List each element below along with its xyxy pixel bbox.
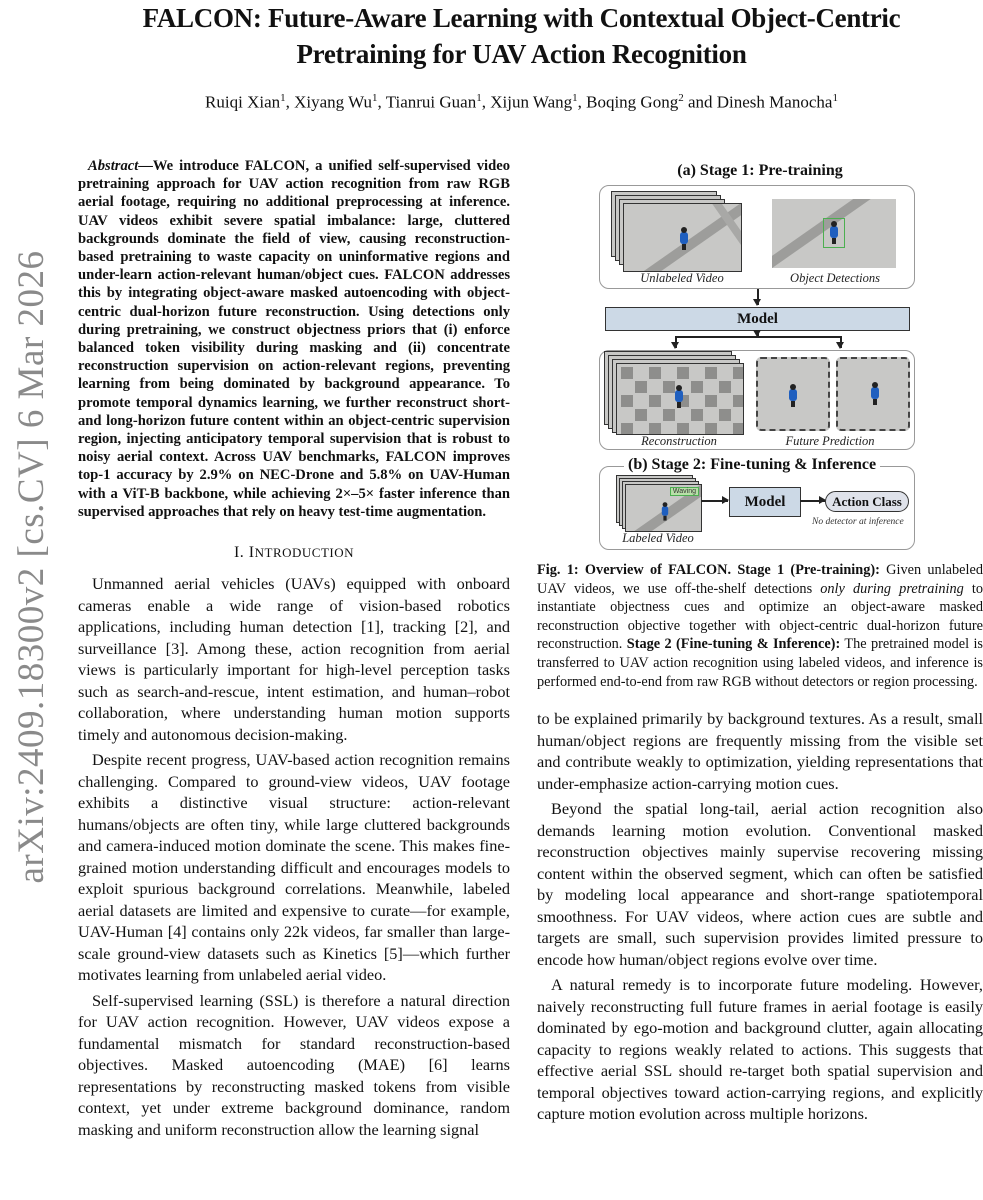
object-detections-frame: [772, 199, 896, 268]
figure-1-overview-diagram: [592, 160, 928, 555]
caption-stage2-heading: Stage 2 (Fine-tuning & Inference):: [626, 636, 841, 653]
stage1-model-box: Model: [605, 307, 910, 331]
reconstruction-frame: [616, 363, 744, 435]
masked-token-tile: [621, 395, 633, 407]
abstract-label: Abstract: [88, 158, 139, 174]
masked-token-tile: [649, 367, 661, 379]
masked-token-tile: [635, 409, 647, 421]
caption-stage1-text-a: Given unlabeled UAV videos, we use off-the-shelf detections: [537, 562, 983, 597]
masked-token-tile: [733, 367, 744, 379]
left-column: [78, 157, 510, 1144]
author-affiliation-marker: 1: [372, 92, 378, 104]
arrow-down-icon: [675, 336, 677, 348]
author-affiliation-marker: 1: [280, 92, 286, 104]
stage2-model-box: Model: [729, 487, 801, 517]
person-icon: [662, 506, 668, 516]
intro-paragraph: Beyond the spatial long-tail, aerial action recognition also demands learning motion evolution. Conventional masked reconstruction objectives mainly supervise recovering missing content within the observed segment, which can often be satisfied by modeling local appearance and short-range spatiotemporal smoothness. For UAV videos, where action cues are subtle and targets are small, such supervision provides limited pressure to encode how human/object regions evolve over time.: [537, 799, 983, 969]
masked-token-tile: [691, 409, 703, 421]
person-icon: [675, 390, 683, 402]
person-icon: [789, 389, 797, 401]
abstract-dash: —: [138, 158, 153, 174]
paper-title-line-2: Pretraining for UAV Action Recognition: [296, 39, 747, 69]
intro-paragraph: Self-supervised learning (SSL) is therefore a natural direction for UAV action recognition. However, UAV videos expose a fundamental mismatch for standard reconstruction-based objectives. Masked autoencoding (MAE) [6] learns representations by reconstructing masked tokens from visible context, yet under extreme background dominance, random masking and uniform reconstruction allow the learning signal: [78, 990, 510, 1139]
labeled-video-frame: [625, 484, 702, 532]
reconstruction-label: Reconstruction: [641, 434, 717, 448]
paper-title: [60, 0, 983, 72]
section-number: I.: [233, 544, 245, 562]
masked-token-tile: [691, 381, 703, 393]
masked-token-tile: [663, 381, 675, 393]
author-affiliation-marker: 1: [832, 92, 838, 104]
abstract: [78, 157, 510, 521]
arxiv-identifier-stamp: arXiv:2409.18300v2 [cs.CV] 6 Mar 2026: [11, 250, 52, 884]
section-title-first: I: [248, 544, 255, 562]
waving-label-tag: Waving: [670, 487, 699, 496]
masked-token-tile: [705, 367, 717, 379]
caption-stage1-emphasis: only during pretraining: [820, 580, 964, 597]
person-icon: [680, 232, 688, 244]
stage1-output-panel: [599, 350, 915, 450]
intro-paragraph: Unmanned aerial vehicles (UAVs) equipped with onboard cameras enable a wide range of vision-based robotics applications, including human detection [1], tracking [2], and surveillance [3]. Among these, action recognition from aerial views is particularly important for high-level perception tasks such as search-and-rescue, intent estimation, and human–robot collaboration, where understanding human motion supports timely and autonomous decision-making.: [78, 574, 510, 744]
arrow-right-icon: [701, 500, 728, 502]
caption-fig-label: Fig. 1: Overview of FALCON.: [537, 562, 732, 578]
masked-token-tile: [677, 367, 689, 379]
author-name: Xiyang Wu: [294, 92, 372, 112]
masked-token-tile: [705, 395, 717, 407]
abstract-text: We introduce FALCON, a unified self-supervised video pretraining approach for UAV action recognition from raw RGB aerial footage, requiring no additional preprocessing at inference. UAV videos exhibit severe spatial imbalance: large, cluttered backgrounds dominate the field of view, causing reconstruction-based pretraining to waste capacity on uninformative regions and under-learn action-relevant human/object cues. FALCON addresses this by integrating object-aware masked autoencoding with object-centric dual-horizon future reconstruction. Using detections only during pretraining, we construct objectness priors that (i) enforce balanced token visibility during masking and (ii) concentrate reconstruction supervision on action-relevant regions, preventing learning from being dominated by background appearance. To promote temporal dynamics learning, we further reconstruct short- and long-horizon future content within an object-centric supervision region, injecting anticipatory temporal supervision that is robust to noisy aerial context. Across UAV benchmarks, FALCON improves top-1 accuracy by 2.9% on NEC-Drone and 5.8% on UAV-Human with a ViT-B backbone, while achieving 2×–5× faster inference than supervised approaches that rely on heavy test-time augmentation.: [78, 158, 510, 520]
stage1-title: (a) Stage 1: Pre-training: [677, 162, 843, 179]
stage1-input-panel: [599, 185, 915, 289]
paper-title-line-1: FALCON: Future-Aware Learning with Contextual Object-Centric: [142, 3, 901, 33]
author-affiliation-marker: 2: [678, 92, 684, 104]
author-name: Tianrui Guan: [385, 92, 477, 112]
arrow-down-icon: [840, 336, 842, 348]
masked-token-tile: [733, 395, 744, 407]
action-class-output: Action Class: [825, 491, 909, 512]
author-name: Ruiqi Xian: [205, 92, 281, 112]
person-icon: [871, 387, 879, 399]
unlabeled-video-label: Unlabeled Video: [640, 271, 724, 285]
unlabeled-video-frame: [623, 203, 742, 272]
author-affiliation-marker: 1: [572, 92, 578, 104]
masked-token-tile: [663, 409, 675, 421]
caption-stage2-text: The pretrained model is transferred to UAV action recognition using labeled videos, and inference is performed end-to-end from raw RGB without detectors or region processing.: [537, 636, 983, 690]
no-detector-note: No detector at inference: [812, 517, 904, 527]
masked-token-tile: [719, 409, 731, 421]
author-name: Dinesh Manocha: [716, 92, 833, 112]
author-list: Ruiqi Xian$^1$, Xiyang Wu$^1$, Tianrui Guan$^1$, Xijun Wang$^1$, Boqing Gong$^2$ and Dinesh Manocha$^1$: [205, 92, 838, 112]
section-title-rest: NTRODUCTION: [254, 545, 355, 561]
masked-token-tile: [635, 381, 647, 393]
masked-token-tile: [621, 367, 633, 379]
branch-line: [675, 336, 841, 338]
stage2-title: (b) Stage 2: Fine-tuning & Inference: [624, 456, 880, 474]
masked-token-tile: [719, 381, 731, 393]
stage2-panel: [599, 466, 915, 550]
section-heading-introduction: [78, 544, 510, 562]
author-name: Boqing Gong: [586, 92, 679, 112]
author-affiliation-marker: 1: [476, 92, 482, 104]
person-icon: [830, 226, 838, 238]
author-name: Xijun Wang: [490, 92, 573, 112]
arrow-right-icon: [800, 500, 825, 502]
arrow-down-icon: [757, 289, 759, 305]
intro-paragraph: A natural remedy is to incorporate future modeling. However, naively reconstructing full future frames in aerial footage is easily dominated by ego-motion and background clutter, again allocating capacity to regions weakly related to actions. This suggests that effective aerial SSL should re-target both spatial supervision and temporal objectives toward action-carrying regions, and explicitly capture motion evolution across multiple horizons.: [537, 975, 983, 1123]
intro-paragraph: Despite recent progress, UAV-based action recognition remains challenging. Compared to ground-view videos, UAV footage exhibits a distinctive visual structure: action-relevant humans/objects are often tiny, while large cluttered backgrounds and camera-induced motion dominate the scene. This makes fine-grained motion understanding difficult and encourages models to exploit spurious background correlations. Meanwhile, labeled aerial datasets are limited and expensive to curate—for example, UAV-Human [4] contains only 22k videos, far smaller than large-scale ground-view datasets such as Kinetics [5]—which further motivates learning from unlabeled aerial video.: [78, 750, 510, 985]
caption-stage1-text-b: to instantiate objectness cues and optimize an object-aware masked reconstruction objective together with object-centric dual-horizon future reconstruction.: [537, 580, 983, 653]
caption-stage1-heading: Stage 1 (Pre-training):: [737, 562, 880, 578]
intro-paragraph-continued: to be explained primarily by background textures. As a result, small human/object regions are frequently missing from the visible set and contribute weakly to optimization, yielding representations that under-emphasize action-carrying motion cues.: [537, 709, 983, 793]
object-detections-label: Object Detections: [790, 271, 880, 285]
masked-token-tile: [649, 395, 661, 407]
future-prediction-label: Future Prediction: [785, 434, 875, 448]
right-column: [537, 708, 983, 1129]
future-prediction-long-frame: [836, 357, 910, 431]
labeled-video-label: Labeled Video: [622, 531, 694, 545]
figure-1-caption: [537, 561, 983, 691]
future-prediction-short-frame: [756, 357, 830, 431]
